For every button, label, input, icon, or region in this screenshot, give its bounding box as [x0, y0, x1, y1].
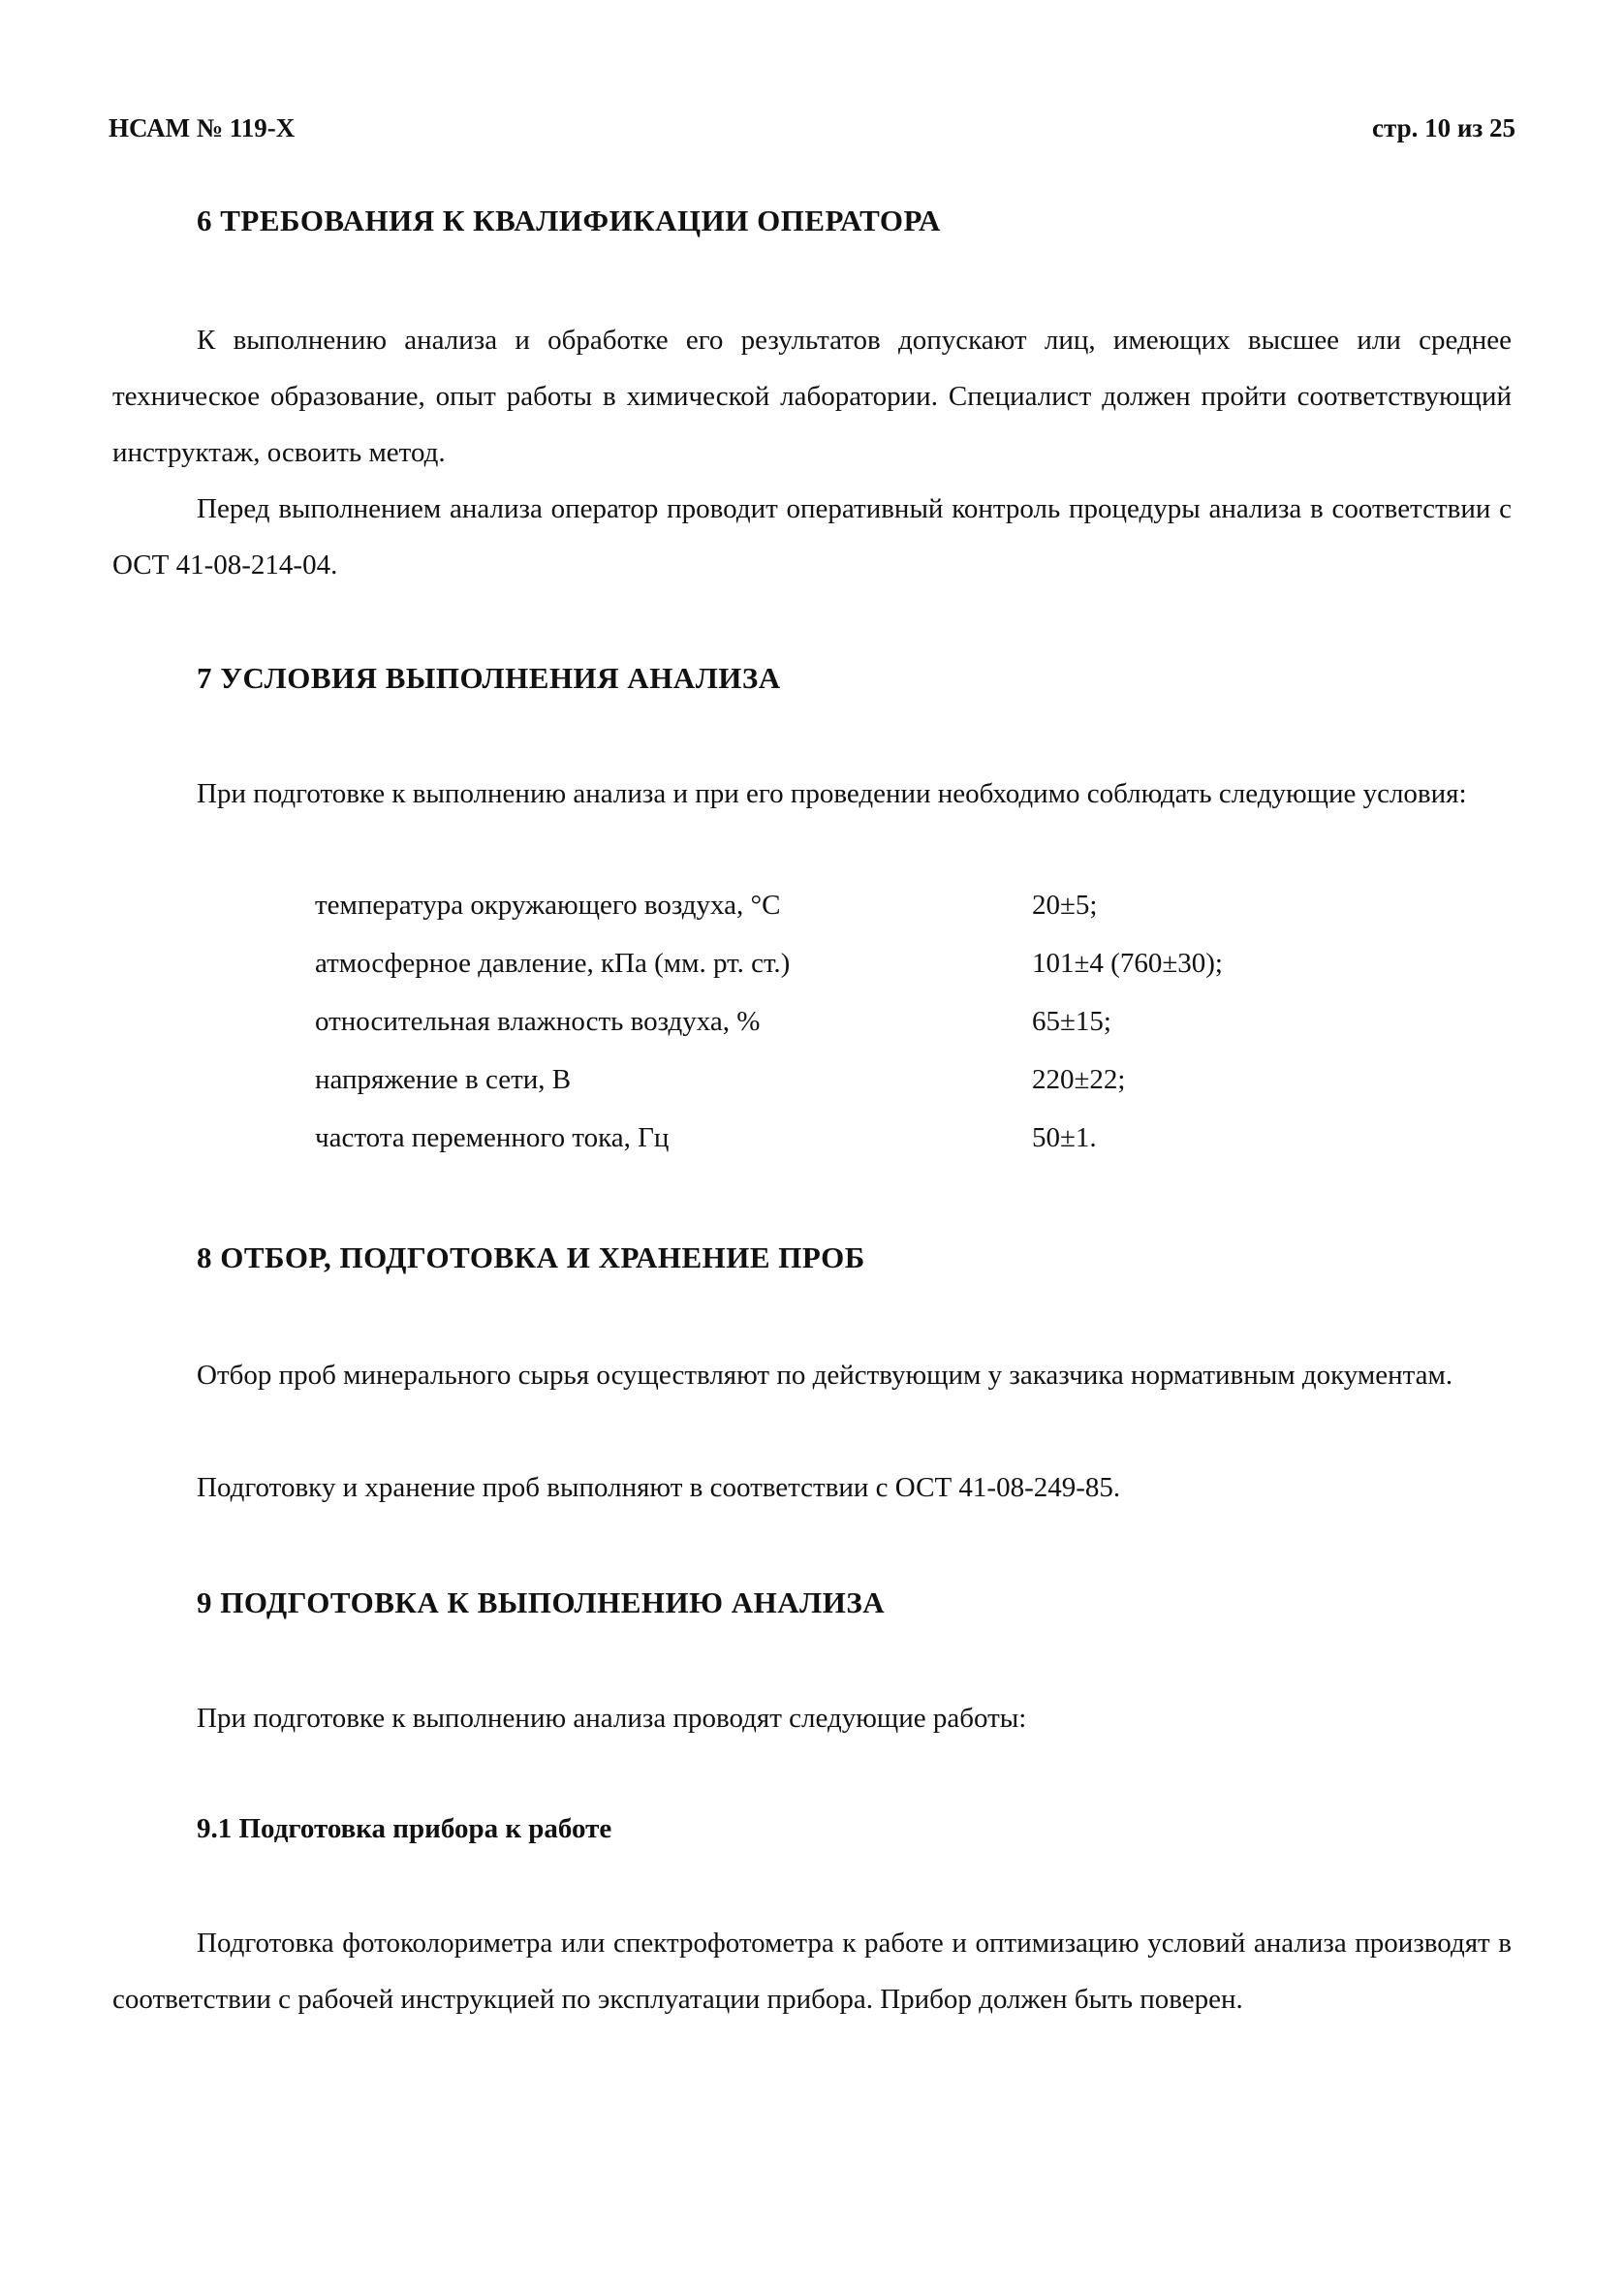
document-id: НСАМ № 119-Х	[109, 113, 296, 142]
condition-name: температура окружающего воздуха, °С	[315, 890, 781, 921]
section-8-heading: 8 ОТБОР, ПОДГОТОВКА И ХРАНЕНИЕ ПРОБ	[197, 1240, 865, 1274]
section-8-paragraph-1: Отбор проб минерального сырья осуществляют по действующим у заказчика нормативным документам.	[197, 1360, 1453, 1391]
condition-value: 50±1.	[1032, 1122, 1097, 1153]
condition-name: относительная влажность воздуха, %	[315, 1006, 761, 1037]
section-7-paragraph-1: При подготовке к выполнению анализа и при его проведении необходимо соблюдать следующие условия:	[197, 778, 1467, 809]
section-9-heading: 9 ПОДГОТОВКА К ВЫПОЛНЕНИЮ АНАЛИЗА	[197, 1585, 886, 1619]
condition-row	[315, 1109, 1381, 1167]
condition-value: 20±5;	[1032, 890, 1098, 921]
section-6-paragraph-1: К выполнению анализа и обработке его результатов допускают лиц, имеющих высшее или среднее техническое образование, опыт работы в химической лаборатории. Специалист должен пройти соответствующий инструктаж, освоить метод.	[112, 325, 1512, 468]
section-8-paragraph-2: Подготовку и хранение проб выполняют в соответствии с ОСТ 41-08-249-85.	[197, 1472, 1121, 1503]
condition-name: напряжение в сети, В	[315, 1064, 572, 1095]
conditions-list	[315, 876, 1381, 1167]
condition-name: частота переменного тока, Гц	[315, 1122, 670, 1153]
subsection-9-1-paragraph-1: Подготовка фотоколориметра или спектрофотометра к работе и оптимизацию условий анализа производят в соответствии с рабочей инструкцией по эксплуатации прибора. Прибор должен быть поверен.	[112, 1928, 1512, 2015]
section-6-heading: 6 ТРЕБОВАНИЯ К КВАЛИФИКАЦИИ ОПЕРАТОРА	[197, 204, 941, 237]
condition-value: 220±22;	[1032, 1064, 1126, 1095]
condition-value: 65±15;	[1032, 1006, 1111, 1037]
condition-value: 101±4 (760±30);	[1032, 948, 1223, 979]
condition-row	[315, 934, 1381, 992]
condition-row	[315, 992, 1381, 1051]
section-9-paragraph-1: При подготовке к выполнению анализа проводят следующие работы:	[197, 1703, 1027, 1734]
page-number: стр. 10 из 25	[1372, 113, 1515, 142]
condition-row	[315, 1051, 1381, 1109]
section-6-paragraph-2: Перед выполнением анализа оператор проводит оперативный контроль процедуры анализа в соответствии с ОСТ 41-08-214-04.	[112, 493, 1512, 580]
subsection-9-1-heading: 9.1 Подготовка прибора к работе	[197, 1813, 612, 1844]
condition-row	[315, 876, 1381, 934]
condition-name: атмосферное давление, кПа (мм. рт. ст.)	[315, 948, 791, 979]
section-7-heading: 7 УСЛОВИЯ ВЫПОЛНЕНИЯ АНАЛИЗА	[197, 661, 781, 695]
